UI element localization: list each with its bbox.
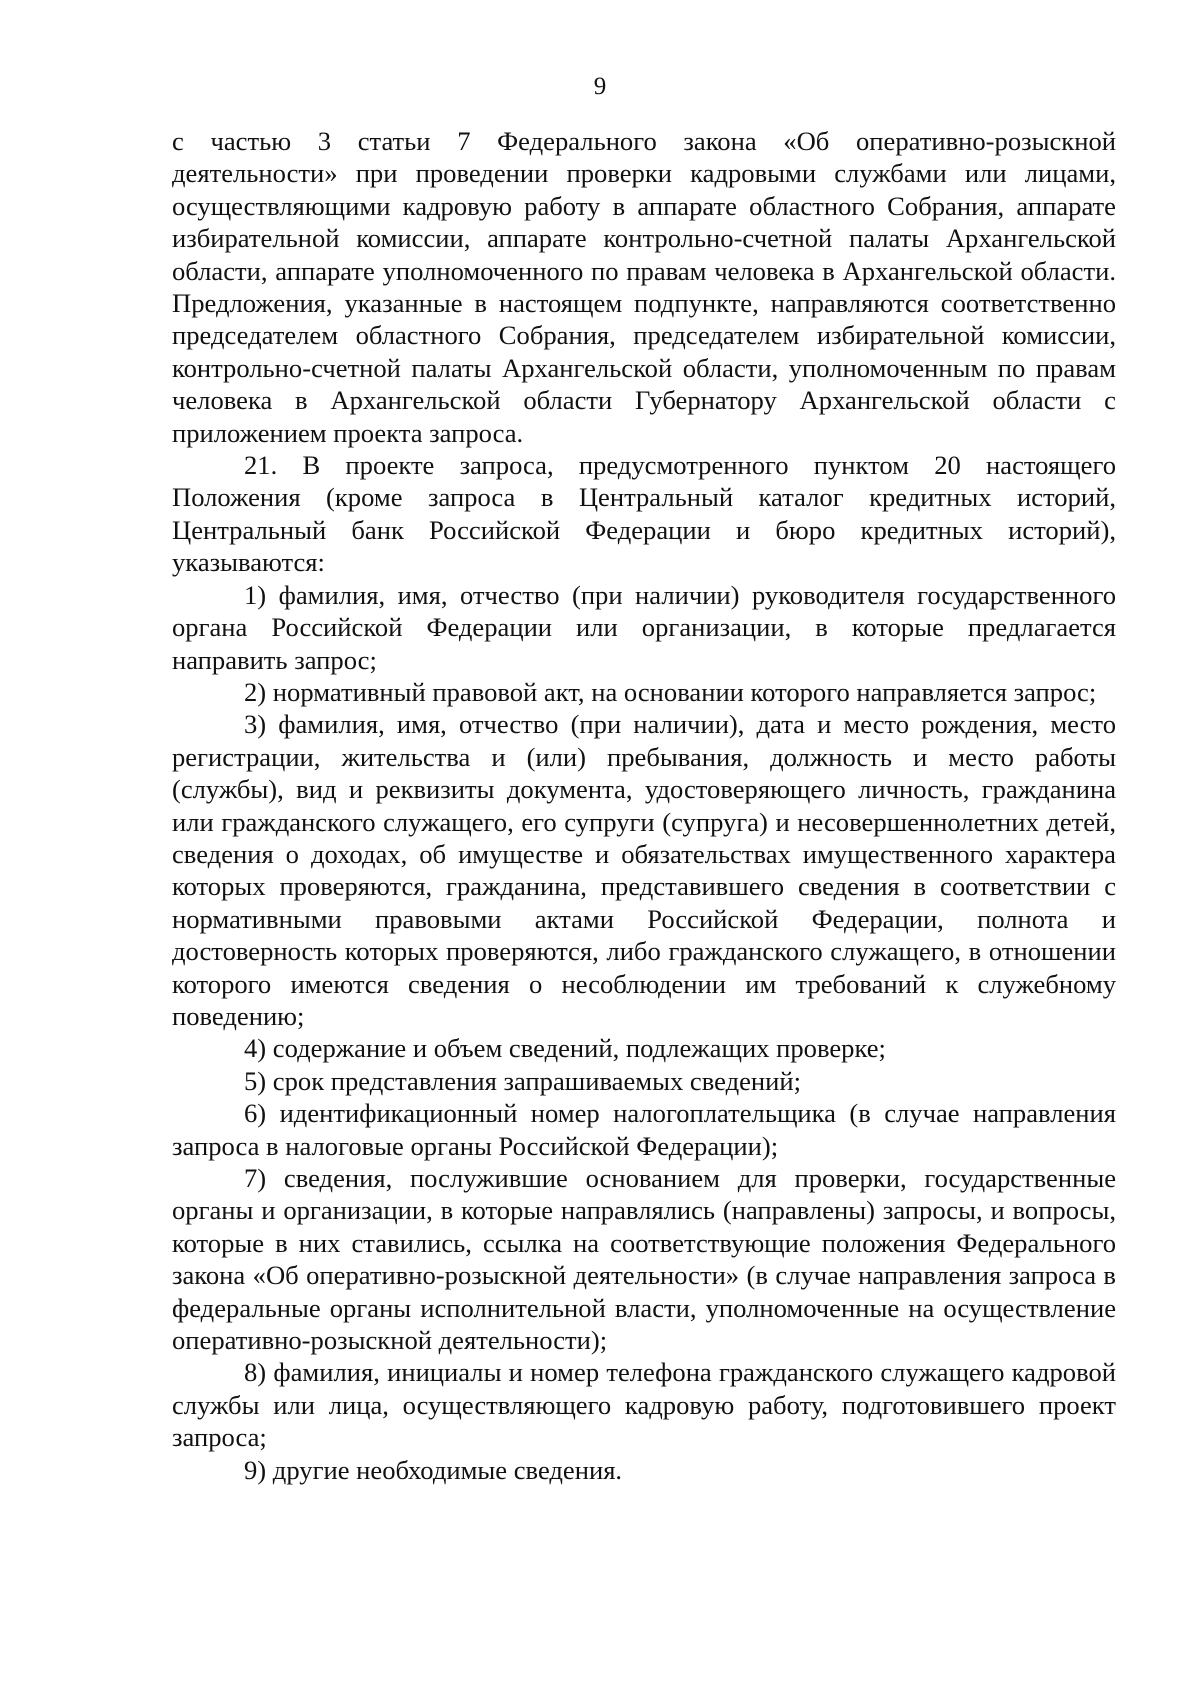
list-item-4: 4) содержание и объем сведений, подлежащих проверке;: [244, 1033, 886, 1064]
list-item-2: 2) нормативный правовой акт, на основании которого направляется запрос;: [244, 676, 1097, 707]
list-item-3: 3) фамилия, имя, отчество (при наличии), дата и место рождения, место регистрации, жительства и (или) пребывания, должность и место работы (службы), вид и реквизиты документа, удостоверяющего личность, гражданина или гражданского служащего, его супруги (супруга) и несовершеннолетних детей, сведения о доходах, об имуществе и обязательствах имущественного характера которых проверяются, гражданина, представившего сведения в соответствии с нормативными правовыми актами Российской Федерации, полнота и достоверность которых проверяются, либо гражданского служащего, в отношении которого имеются сведения о несоблюдении им требований к служебному поведению;: [172, 709, 1116, 1031]
list-item-5: 5) срок представления запрашиваемых сведений;: [244, 1065, 801, 1096]
paragraph-item-21: 21. В проекте запроса, предусмотренного пунктом 20 настоящего Положения (кроме запроса в Центральный каталог кредитных историй, Центральный банк Российской Федерации и бюро кредитных историй), указываются:: [172, 450, 1116, 578]
list-item-7: 7) сведения, послужившие основанием для проверки, государственные органы и организации, в которые направлялись (направлены) запросы, и вопросы, которые в них ставились, ссылка на соответствующие положения Федерального закона «Об оперативно-розыскной деятельности» (в случае направления запроса в федеральные органы исполнительной власти, уполномоченные на осуществление оперативно-розыскной деятельности);: [172, 1163, 1116, 1356]
list-item-8: 8) фамилия, инициалы и номер телефона гражданского служащего кадровой службы или лица, осуществляющего кадровую работу, подготовившего проект запроса;: [172, 1357, 1116, 1453]
list-item-1: 1) фамилия, имя, отчество (при наличии) руководителя государственного органа Российской Федерации или организации, в которые предлагается направить запрос;: [172, 579, 1116, 675]
paragraph-continuation: с частью 3 статьи 7 Федерального закона «Об оперативно-розыскной деятельности» при проведении проверки кадровыми службами или лицами, осуществляющими кадровую работу в аппарате областного Собрания, аппарате избирательной комиссии, аппарате контрольно-счетной палаты Архангельской области, аппарате уполномоченного по правам человека в Архангельской области. Предложения, указанные в настоящем подпункте, направляются соответственно председателем областного Собрания, председателем избирательной комиссии, контрольно-счетной палаты Архангельской области, уполномоченным по правам человека в Архангельской области Губернатору Архангельской области с приложением проекта запроса.: [172, 126, 1116, 448]
document-body: [172, 125, 1116, 1486]
page-number: 9: [593, 73, 607, 100]
list-item-6: 6) идентификационный номер налогоплательщика (в случае направления запроса в налоговые органы Российской Федерации);: [172, 1098, 1116, 1161]
list-item-9: 9) другие необходимые сведения.: [244, 1454, 623, 1485]
